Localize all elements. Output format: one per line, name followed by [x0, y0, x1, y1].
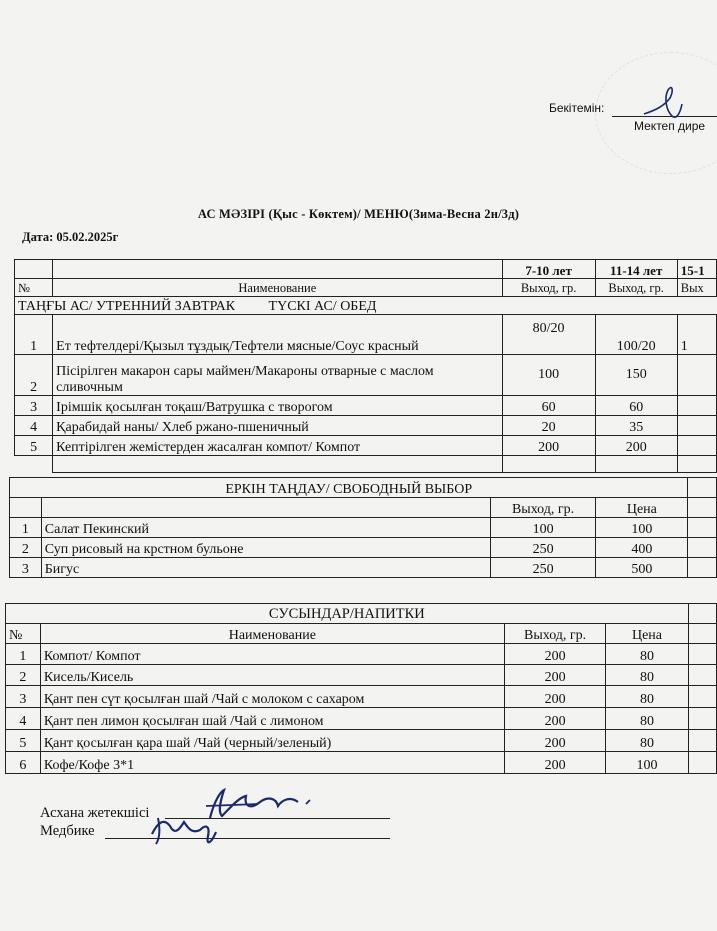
row-output-3 — [677, 355, 716, 396]
table-row — [15, 355, 717, 396]
age-group-15: 15-1 — [677, 260, 716, 279]
table-row — [15, 315, 717, 355]
col-output-header: Выход, гр. — [502, 279, 595, 297]
row-name: Салат Пекинский — [41, 518, 490, 538]
empty-cell — [688, 538, 717, 558]
col-price-header: Цена — [596, 498, 688, 518]
row-output: 250 — [490, 538, 595, 558]
table-row — [6, 730, 717, 752]
table-row — [6, 686, 717, 708]
row-output-3 — [677, 416, 716, 436]
table-header-row — [15, 279, 717, 297]
row-no: 2 — [15, 355, 53, 396]
row-no: 5 — [6, 730, 41, 752]
row-name: Ірімшік қосылған тоқаш/Ватрушка с творогом — [53, 396, 502, 416]
free-choice-table — [9, 477, 717, 578]
table-row — [6, 708, 717, 730]
row-price: 80 — [606, 644, 688, 665]
row-output-1: 60 — [502, 396, 595, 416]
col-output-header: Вых — [677, 279, 716, 297]
row-no: 3 — [15, 396, 53, 416]
col-price-header: Цена — [606, 624, 688, 644]
row-price: 400 — [596, 538, 688, 558]
row-no: 1 — [10, 518, 42, 538]
row-name: Қант пен лимон қосылған шай /Чай с лимоном — [40, 708, 504, 730]
row-no: 2 — [6, 665, 41, 686]
row-no: 4 — [6, 708, 41, 730]
row-output-1: 100 — [502, 355, 595, 396]
row-output-1: 200 — [502, 436, 595, 456]
table-row — [6, 752, 717, 774]
kitchen-head-label: Асхана жетекшісі — [40, 805, 150, 821]
row-output-1: 80/20 — [502, 315, 595, 355]
nurse-label: Медбике — [40, 823, 95, 839]
empty-cell — [688, 665, 716, 686]
table-header-row — [6, 624, 717, 644]
menu-date: Дата: 05.02.2025г — [22, 230, 119, 244]
row-price: 80 — [606, 708, 688, 730]
table-row-empty — [15, 456, 717, 473]
row-output: 100 — [490, 518, 595, 538]
row-output-2: 60 — [595, 396, 677, 416]
age-group-11-14: 11-14 лет — [595, 260, 677, 279]
approve-label: Бекітемін: — [549, 101, 605, 115]
row-no: 5 — [15, 436, 53, 456]
empty-cell — [688, 752, 716, 774]
header-cell-empty — [10, 498, 42, 518]
drinks-table — [5, 603, 717, 774]
col-name-header: Наименование — [53, 279, 502, 297]
age-group-7-10: 7-10 лет — [502, 260, 595, 279]
row-output-2: 200 — [595, 436, 677, 456]
row-name: Суп рисовый на крстном бульоне — [41, 538, 490, 558]
col-no-header: № — [15, 279, 53, 297]
col-name-header: Наименование — [40, 624, 504, 644]
empty-cell — [15, 456, 53, 473]
row-price: 80 — [606, 730, 688, 752]
section-lunch: ТҮСКІ АС/ ОБЕД — [268, 298, 377, 314]
row-no: 3 — [6, 686, 41, 708]
table-header-row — [15, 260, 717, 279]
main-menu-table — [14, 259, 717, 473]
row-output: 200 — [504, 752, 605, 774]
empty-cell — [688, 730, 716, 752]
section-row — [15, 297, 717, 315]
row-name: Қант қосылған қара шай /Чай (черный/зеленый) — [40, 730, 504, 752]
row-no: 6 — [6, 752, 41, 774]
row-no: 4 — [15, 416, 53, 436]
row-no: 1 — [15, 315, 53, 355]
col-output-header: Выход, гр. — [595, 279, 677, 297]
row-name: Компот/ Компот — [40, 644, 504, 665]
row-output-3: 1 — [677, 315, 716, 355]
director-label: Мектеп дире — [634, 119, 706, 133]
row-output: 200 — [504, 686, 605, 708]
col-no-header: № — [6, 624, 41, 644]
table-row — [15, 436, 717, 456]
row-name: Қант пен сүт қосылған шай /Чай с молоком с сахаром — [40, 686, 504, 708]
row-no: 2 — [10, 538, 42, 558]
row-output: 200 — [504, 665, 605, 686]
empty-cell — [502, 456, 595, 473]
table-title-row — [6, 604, 717, 624]
table-header-row — [10, 498, 717, 518]
row-no: 1 — [6, 644, 41, 665]
empty-cell — [688, 478, 717, 498]
col-output-header: Выход, гр. — [504, 624, 605, 644]
table-row — [6, 665, 717, 686]
row-name: Кисель/Кисель — [40, 665, 504, 686]
row-output: 200 — [504, 730, 605, 752]
empty-cell — [53, 456, 502, 473]
row-name: Пісірілген макарон сары маймен/Макароны отварные с маслом сливочным — [53, 355, 502, 396]
row-output-2: 150 — [595, 355, 677, 396]
row-price: 80 — [606, 665, 688, 686]
header-cell-empty — [15, 260, 53, 279]
table-row — [10, 558, 717, 578]
empty-cell — [688, 604, 716, 624]
row-name: Ет тефтелдері/Қызыл тұздық/Тефтели мясные/Соус красный — [53, 315, 502, 355]
empty-cell — [688, 624, 716, 644]
row-name: Қарабидай наны/ Хлеб ржано-пшеничный — [53, 416, 502, 436]
row-output-2: 100/20 — [595, 315, 677, 355]
table-title-row — [10, 478, 717, 498]
free-choice-title: ЕРКІН ТАҢДАУ/ СВОБОДНЫЙ ВЫБОР — [10, 478, 688, 498]
drinks-title: СУСЫНДАР/НАПИТКИ — [6, 604, 689, 624]
table-row — [6, 644, 717, 665]
row-output: 250 — [490, 558, 595, 578]
row-output: 200 — [504, 644, 605, 665]
empty-cell — [688, 558, 717, 578]
table-row — [15, 396, 717, 416]
row-output-3 — [677, 436, 716, 456]
empty-cell — [688, 686, 716, 708]
empty-cell — [677, 456, 716, 473]
empty-cell — [688, 498, 717, 518]
row-price: 500 — [596, 558, 688, 578]
empty-cell — [688, 518, 717, 538]
section-label — [15, 297, 717, 315]
table-row — [10, 538, 717, 558]
header-cell-empty — [53, 260, 502, 279]
row-no: 3 — [10, 558, 42, 578]
header-cell-empty — [41, 498, 490, 518]
col-output-header: Выход, гр. — [490, 498, 595, 518]
row-price: 100 — [606, 752, 688, 774]
row-name: Кептірілген жемістерден жасалған компот/ Компот — [53, 436, 502, 456]
menu-title: АС МӘЗІРІ (Қыс - Көктем)/ МЕНЮ(Зима-Весна 2н/3д) — [197, 207, 520, 221]
handwritten-signatures — [150, 782, 330, 852]
row-output-3 — [677, 396, 716, 416]
row-output-1: 20 — [502, 416, 595, 436]
director-signature — [636, 80, 696, 124]
row-name: Бигус — [41, 558, 490, 578]
empty-cell — [595, 456, 677, 473]
table-row — [15, 416, 717, 436]
row-output-2: 35 — [595, 416, 677, 436]
row-output: 200 — [504, 708, 605, 730]
row-price: 80 — [606, 686, 688, 708]
section-breakfast: ТАҢҒЫ АС/ УТРЕННИЙ ЗАВТРАК — [18, 298, 236, 314]
table-row — [10, 518, 717, 538]
empty-cell — [688, 644, 716, 665]
row-price: 100 — [596, 518, 688, 538]
empty-cell — [688, 708, 716, 730]
row-name: Кофе/Кофе 3*1 — [40, 752, 504, 774]
